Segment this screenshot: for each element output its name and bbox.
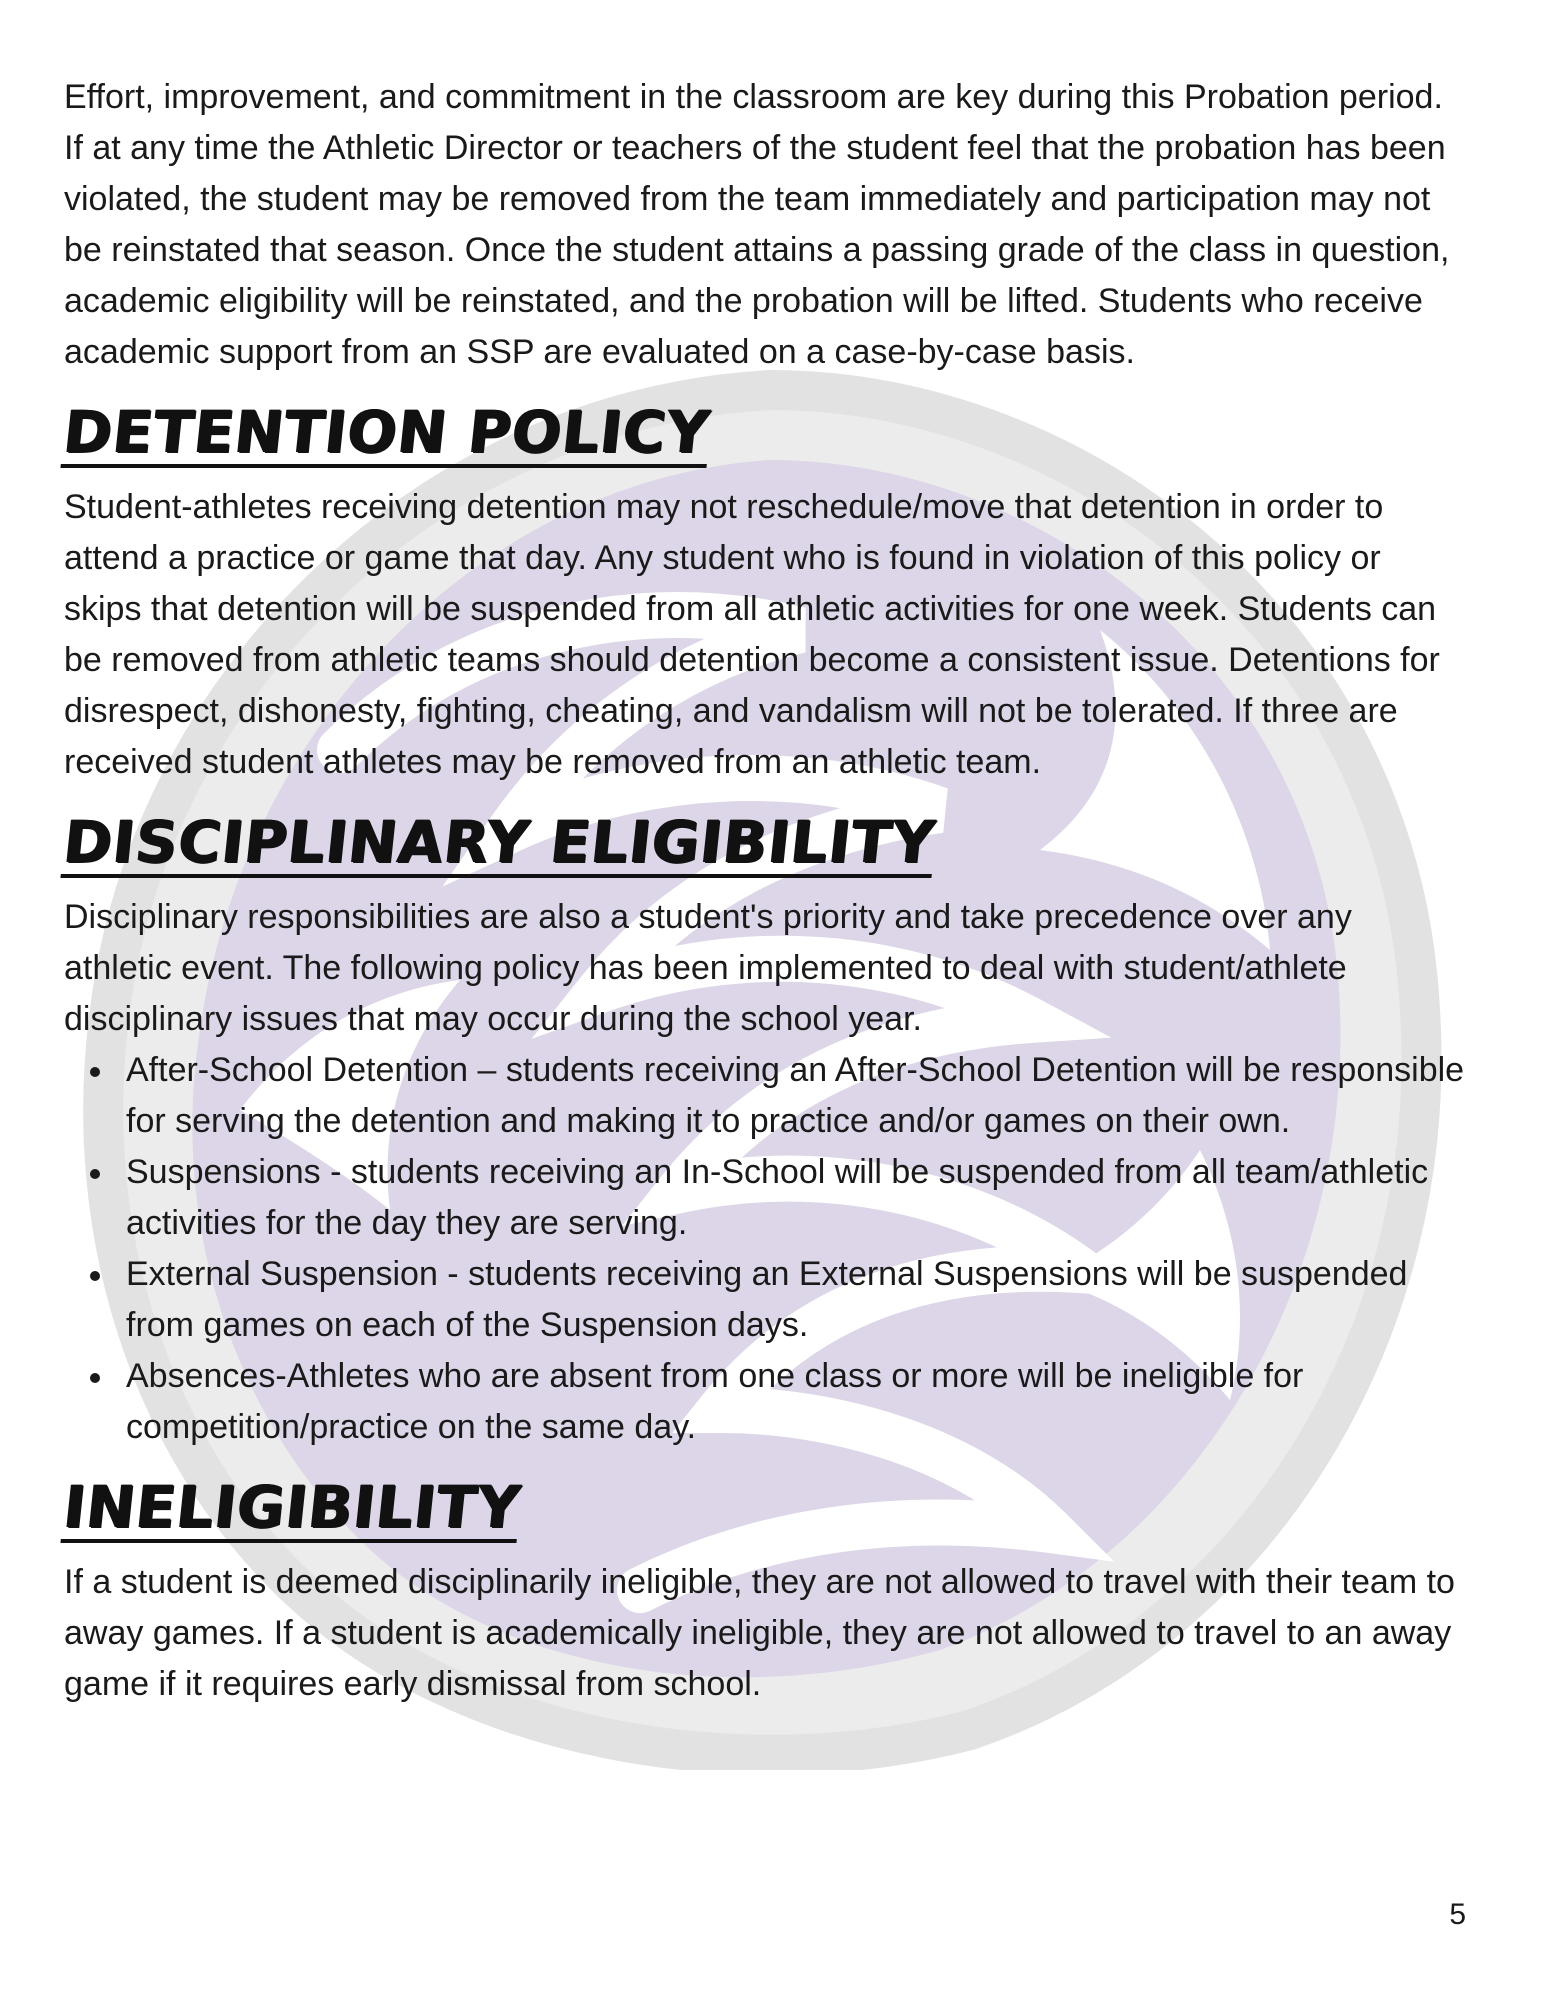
list-item xyxy=(126,1045,1466,1147)
list-item xyxy=(126,1147,1466,1249)
bullet-icon xyxy=(90,1067,100,1077)
list-item-text: After-School Detention – students receiving an After-School Detention will be responsible for serving the detention and making it to practice and/or games on their own. xyxy=(126,1051,1465,1140)
list-item-text: External Suspension - students receiving an External Suspensions will be suspended from games on each of the Suspension days. xyxy=(126,1255,1408,1344)
ineligibility-heading: INELIGIBILITY xyxy=(60,1473,525,1541)
disciplinary-eligibility-paragraph: Disciplinary responsibilities are also a student's priority and take precedence over any athletic event. The following policy has been implemented to deal with student/athlete disciplinary issues that may occur during the school year. xyxy=(64,898,1352,1038)
bullet-icon xyxy=(90,1271,100,1281)
ineligibility-paragraph: If a student is deemed disciplinarily ineligible, they are not allowed to travel with their team to away games. If a student is academically ineligible, they are not allowed to travel to an away game if it requires early dismissal from school. xyxy=(64,1563,1455,1703)
bullet-icon xyxy=(90,1169,100,1179)
list-item xyxy=(126,1249,1466,1351)
bullet-icon xyxy=(90,1373,100,1383)
intro-paragraph: Effort, improvement, and commitment in the classroom are key during this Probation period. If at any time the Athletic Director or teachers of the student feel that the probation has been violated, the student may be removed from the team immediately and participation may not be reinstated that season. Once the student attains a passing grade of the class in question, academic eligibility will be reinstated, and the probation will be lifted. Students who receive academic support from an SSP are evaluated on a case-by-case basis. xyxy=(64,78,1450,371)
list-item xyxy=(126,1351,1466,1453)
disciplinary-list xyxy=(64,1045,1466,1453)
list-item-text: Absences-Athletes who are absent from one class or more will be ineligible for competition/practice on the same day. xyxy=(126,1357,1304,1446)
page-number: 5 xyxy=(1449,1898,1466,1931)
disciplinary-eligibility-heading: DISCIPLINARY ELIGIBILITY xyxy=(60,808,939,876)
detention-policy-heading: DETENTION POLICY xyxy=(60,398,714,466)
detention-policy-paragraph: Student-athletes receiving detention may not reschedule/move that detention in order to attend a practice or game that day. Any student who is found in violation of this policy or skips that detention will be suspended from all athletic activities for one week. Students can be removed from athletic teams should detention become a consistent issue. Detentions for disrespect, dishonesty, fighting, cheating, and vandalism will not be tolerated. If three are received student athletes may be removed from an athletic team. xyxy=(64,488,1440,781)
list-item-text: Suspensions - students receiving an In-School will be suspended from all team/athletic activities for the day they are serving. xyxy=(126,1153,1429,1242)
